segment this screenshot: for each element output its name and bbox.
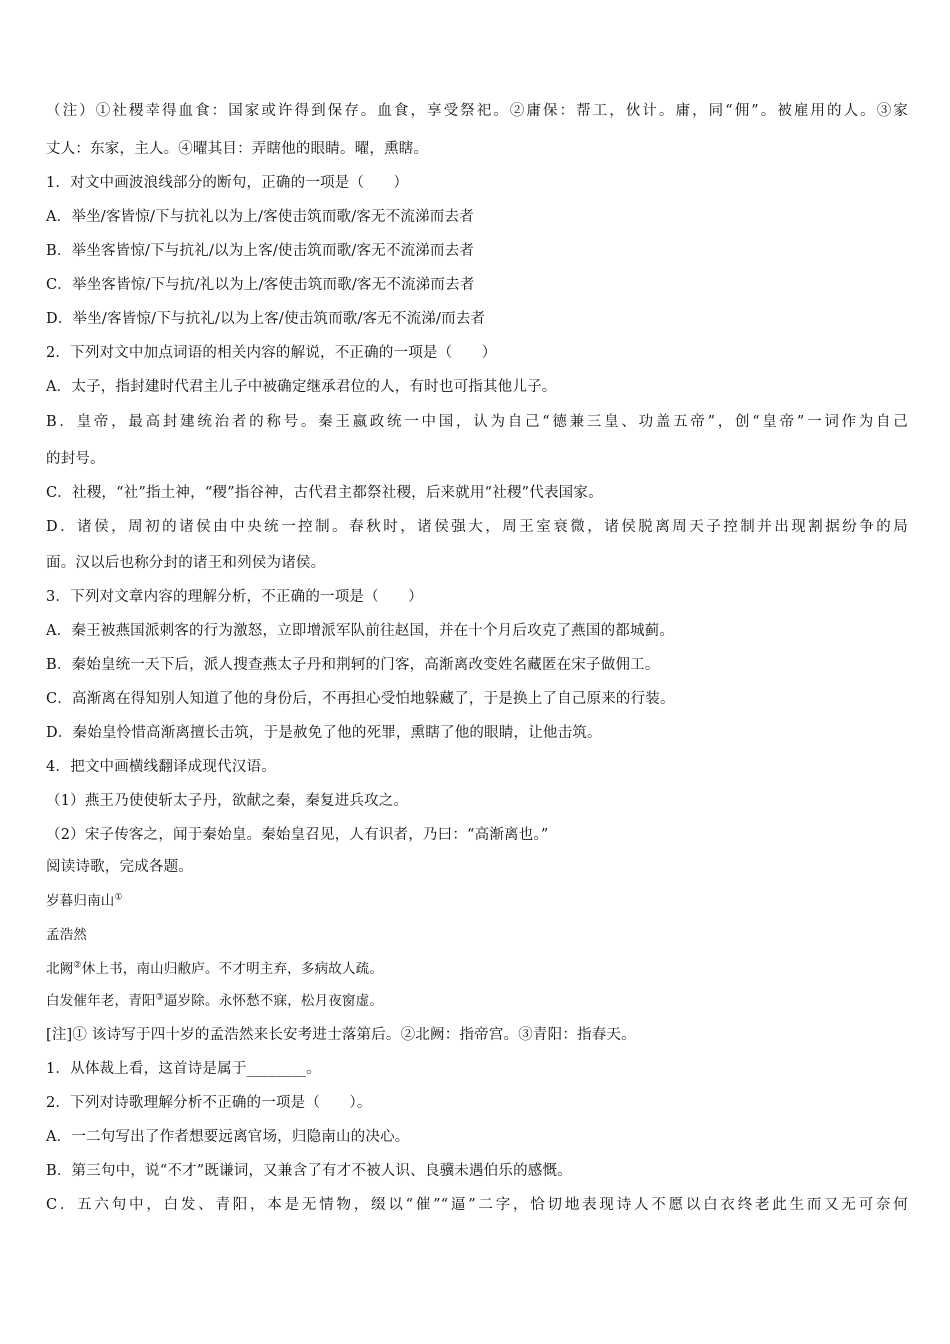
poem-line-2-a: 白发催年老，青阳 <box>46 993 156 1009</box>
q1-option-b: B．举坐客皆惊/下与抗礼/以为上客/使击筑而歌/客无不流涕而去者 <box>46 243 475 259</box>
poem-question-2-stem: 2．下列对诗歌理解分析不正确的一项是（ ）。 <box>46 1095 372 1111</box>
poem-section-instruction: 阅读诗歌，完成各题。 <box>46 859 193 875</box>
question-2-stem: 2．下列对文中加点词语的相关内容的解说，不正确的一项是（ ） <box>46 345 497 361</box>
poem-question-1: 1．从体裁上看，这首诗是属于________。 <box>46 1061 321 1077</box>
q2-option-d-line-2: 面。汉以后也称分封的诸王和列侯为诸侯。 <box>46 555 326 571</box>
q2-option-c: C．社稷，“社”指土神，“稷”指谷神，古代君主都祭社稷，后来就用“社稷”代表国家。 <box>46 485 603 501</box>
question-1-stem: 1．对文中画波浪线部分的断句，正确的一项是（ ） <box>46 175 409 191</box>
poem-title <box>46 891 908 911</box>
q3-option-a: A．秦王被燕国派刺客的行为激怒，立即增派军队前往赵国，并在十个月后攻克了燕国的都城蓟。 <box>46 623 675 639</box>
poem-line-2-note: ③ <box>155 992 164 1003</box>
q2-option-b-line-1: B．皇帝，最高封建统治者的称号。秦王嬴政统一中国，认为自己“德兼三皇、功盖五帝”，创“皇帝”一词作为自己 <box>46 414 908 430</box>
q3-option-c: C．高渐离在得知别人知道了他的身份后，不再担心受怕地躲藏了，于是换上了自己原来的行装。 <box>46 691 675 707</box>
q1-option-c: C．举坐客皆惊/下与抗/礼以为上/客使击筑而歌/客无不流涕而去者 <box>46 277 475 293</box>
question-4-stem: 4．把文中画横线翻译成现代汉语。 <box>46 759 276 775</box>
poem-notes: [注]① 该诗写于四十岁的孟浩然来长安考进士落第后。②北阙：指帝宫。③青阳：指春天。 <box>46 1027 636 1043</box>
poem-line-1 <box>46 959 908 979</box>
poem-q2-option-c: C．五六句中，白发、青阳，本是无情物，缀以“催”“逼”二字，恰切地表现诗人不愿以白衣终老此生而又无可奈何 <box>46 1197 908 1213</box>
poem-line-1-a: 北阙 <box>46 961 74 977</box>
poem-line-1-b: 休上书，南山归敝庐。不才明主弃，多病故人疏。 <box>81 961 384 977</box>
q1-option-a: A．举坐/客皆惊/下与抗礼以为上/客使击筑而歌/客无不流涕而去者 <box>46 209 474 225</box>
q3-option-b: B．秦始皇统一天下后，派人搜查燕太子丹和荆轲的门客，高渐离改变姓名藏匿在宋子做佣工。 <box>46 657 660 673</box>
poem-title-text: 岁暮归南山 <box>46 893 115 909</box>
q4-item-1: （1）燕王乃使使斩太子丹，欲献之秦，秦复进兵攻之。 <box>46 793 409 809</box>
q3-option-d: D．秦始皇怜惜高渐离擅长击筑，于是赦免了他的死罪，熏瞎了他的眼睛，让他击筑。 <box>46 725 602 741</box>
poem-q2-option-a: A．一二句写出了作者想要远离官场，归隐南山的决心。 <box>46 1129 410 1145</box>
q2-option-b-line-2: 的封号。 <box>46 451 105 467</box>
q2-option-d-line-1: D．诸侯，周初的诸侯由中央统一控制。春秋时，诸侯强大，周王室衰微，诸侯脱离周天子控制并出现割据纷争的局 <box>46 519 908 535</box>
question-3-stem: 3．下列对文章内容的理解分析，不正确的一项是（ ） <box>46 589 423 605</box>
q4-item-2: （2）宋子传客之，闻于秦始皇。秦始皇召见，人有识者，乃曰：“高渐离也。” <box>46 827 549 843</box>
annotation-note-line-1: （注）①社稷幸得血食：国家或许得到保存。血食，享受祭祀。②庸保：帮工，伙计。庸，同“佣”。被雇用的人。③家 <box>46 103 908 119</box>
annotation-note-line-2: 丈人：东家，主人。④曜其目：弄瞎他的眼睛。曜，熏瞎。 <box>46 141 429 157</box>
poem-line-2 <box>46 991 908 1011</box>
poem-q2-option-b: B．第三句中，说“不才”既谦词，又兼含了有才不被人识、良骥未遇伯乐的感慨。 <box>46 1163 572 1179</box>
poem-line-2-b: 逼岁除。永怀愁不寐，松月夜窗虚。 <box>163 993 384 1009</box>
poem-line-1-note: ② <box>73 960 82 971</box>
q2-option-a: A．太子，指封建时代君主儿子中被确定继承君位的人，有时也可指其他儿子。 <box>46 379 557 395</box>
poem-title-note: ① <box>114 892 123 903</box>
poem-author: 孟浩然 <box>46 927 88 943</box>
q1-option-d: D．举坐/客皆惊/下与抗礼/以为上客/使击筑而歌/客无不流涕/而去者 <box>46 311 486 327</box>
